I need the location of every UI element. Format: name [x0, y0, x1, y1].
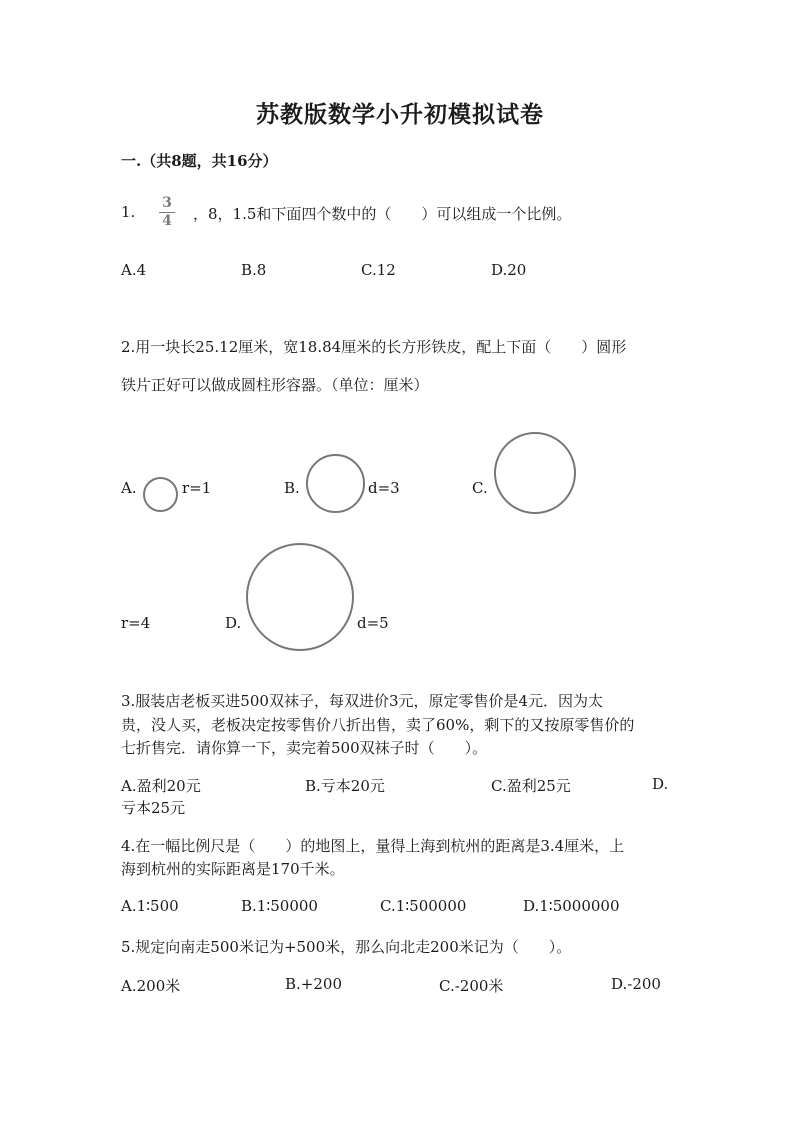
q3-option-c: C.盈利25元 [491, 777, 571, 795]
q1-option-b: B.8 [241, 261, 267, 279]
exam-title: 苏教版数学小升初模拟试卷 [256, 101, 544, 128]
q5-option-b: B.+200 [285, 975, 342, 993]
circle-option-b [306, 454, 365, 513]
q2-option-b-value: d=3 [368, 479, 400, 497]
q4-option-a: A.1∶500 [121, 897, 179, 915]
q1-option-d: D.20 [491, 261, 527, 279]
q4-line-2: 海到杭州的实际距离是170千米。 [121, 860, 345, 878]
q4-line-1: 4.在一幅比例尺是（ ）的地图上，量得上海到杭州的距离是3.4厘米，上 [121, 837, 625, 855]
q3-option-d-text: 亏本25元 [121, 799, 186, 817]
q2-option-b-label: B. [284, 479, 300, 497]
q3-line-2: 贵，没人买，老板决定按零售价八折出售，卖了60%，剩下的又按原零售价的 [121, 716, 635, 734]
q3-option-b: B.亏本20元 [305, 777, 385, 795]
q2-option-a-value: r=1 [182, 479, 212, 497]
q3-option-a: A.盈利20元 [121, 777, 201, 795]
q2-option-d-label: D. [225, 614, 242, 632]
q1-fraction [159, 196, 175, 229]
q1-fraction-numerator: 3 [162, 195, 172, 211]
q1-text: ，8，1.5和下面四个数中的（ ）可以组成一个比例。 [193, 205, 572, 223]
q1-fraction-denominator: 4 [162, 213, 172, 229]
q2-option-c-label: C. [472, 479, 488, 497]
q1-number: 1. [121, 203, 136, 221]
q1-option-c: C.12 [361, 261, 396, 279]
q5-text: 5.规定向南走500米记为+500米，那么向北走200米记为（ ）。 [121, 938, 572, 956]
q3-line-3: 七折售完．请你算一下，卖完着500双袜子时（ ）。 [121, 739, 488, 757]
q5-option-a: A.200米 [121, 977, 181, 995]
circle-option-d [246, 543, 354, 651]
q4-option-b: B.1∶50000 [241, 897, 318, 915]
q5-option-d: D.-200 [611, 975, 661, 993]
q2-option-c-value: r=4 [121, 614, 151, 632]
section-heading: 一.（共8题，共16分） [121, 152, 278, 170]
q2-option-d-value: d=5 [357, 614, 389, 632]
q4-option-d: D.1∶5000000 [523, 897, 620, 915]
q2-option-a-label: A. [121, 479, 137, 497]
q3-line-1: 3.服装店老板买进500双袜子，每双进价3元，原定零售价是4元．因为太 [121, 692, 604, 710]
q5-option-c: C.-200米 [439, 977, 504, 995]
q4-option-c: C.1∶500000 [380, 897, 467, 915]
q2-line-1: 2.用一块长25.12厘米，宽18.84厘米的长方形铁皮，配上下面（ ）圆形 [121, 338, 627, 356]
q3-option-d: D. [652, 775, 669, 793]
q1-option-a: A.4 [121, 261, 147, 279]
circle-option-a [143, 477, 178, 512]
q2-line-2: 铁片正好可以做成圆柱形容器。（单位：厘米） [121, 376, 429, 394]
circle-option-c [494, 432, 576, 514]
